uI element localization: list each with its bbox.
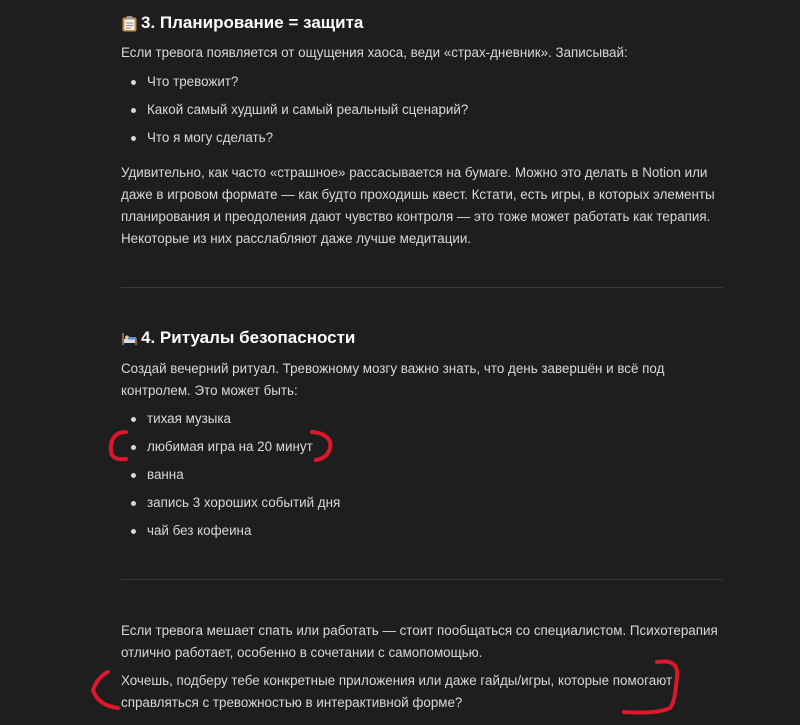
section-3-title: 3. Планирование = защита — [141, 13, 364, 32]
list-item: чай без кофеина — [121, 521, 721, 549]
section-4-title: 4. Ритуалы безопасности — [141, 328, 356, 347]
left-corner-mark — [93, 672, 118, 708]
section-4-list — [121, 409, 721, 549]
divider — [121, 579, 723, 580]
section-4-intro: Создай вечерний ритуал. Тревожному мозгу важно знать, что день завершён и всё под контролем. Это может быть: — [121, 361, 665, 398]
list-item: Что я могу сделать? — [121, 128, 721, 156]
closing-question: Хочешь, подберу тебе конкретные приложения или даже гайды/игры, которые помогают справляться с тревожностью в интерактивной форме? — [121, 673, 673, 710]
list-item: любимая игра на 20 минут — [121, 437, 721, 465]
section-3-intro: Если тревога появляется от ощущения хаоса, веди «страх-дневник». Записывай: — [121, 45, 628, 60]
clipboard-icon — [121, 15, 138, 32]
divider — [121, 287, 723, 288]
list-item: Что тревожит? — [121, 72, 721, 100]
list-item: запись 3 хороших событий дня — [121, 493, 721, 521]
section-3-heading — [121, 13, 363, 33]
list-item: ванна — [121, 465, 721, 493]
list-item: Какой самый худший и самый реальный сценарий? — [121, 100, 721, 128]
section-3-body: Удивительно, как часто «страшное» рассасывается на бумаге. Можно это делать в Notion или даже в игровом формате — как будто проходишь квест. Кстати, есть игры, в которых элементы планирования и преодоления дают чувство контроля — это тоже может работать как терапия. Некоторые из них расслабляют даже лучше медитации. — [121, 165, 715, 246]
section-4-heading — [121, 328, 355, 348]
bed-icon — [121, 330, 138, 347]
list-item: тихая музыка — [121, 409, 721, 437]
section-3-list — [121, 72, 721, 156]
closing-paragraph: Если тревога мешает спать или работать — стоит пообщаться со специалистом. Психотерапия отлично работает, особенно в сочетании с самопомощью. — [121, 623, 718, 660]
